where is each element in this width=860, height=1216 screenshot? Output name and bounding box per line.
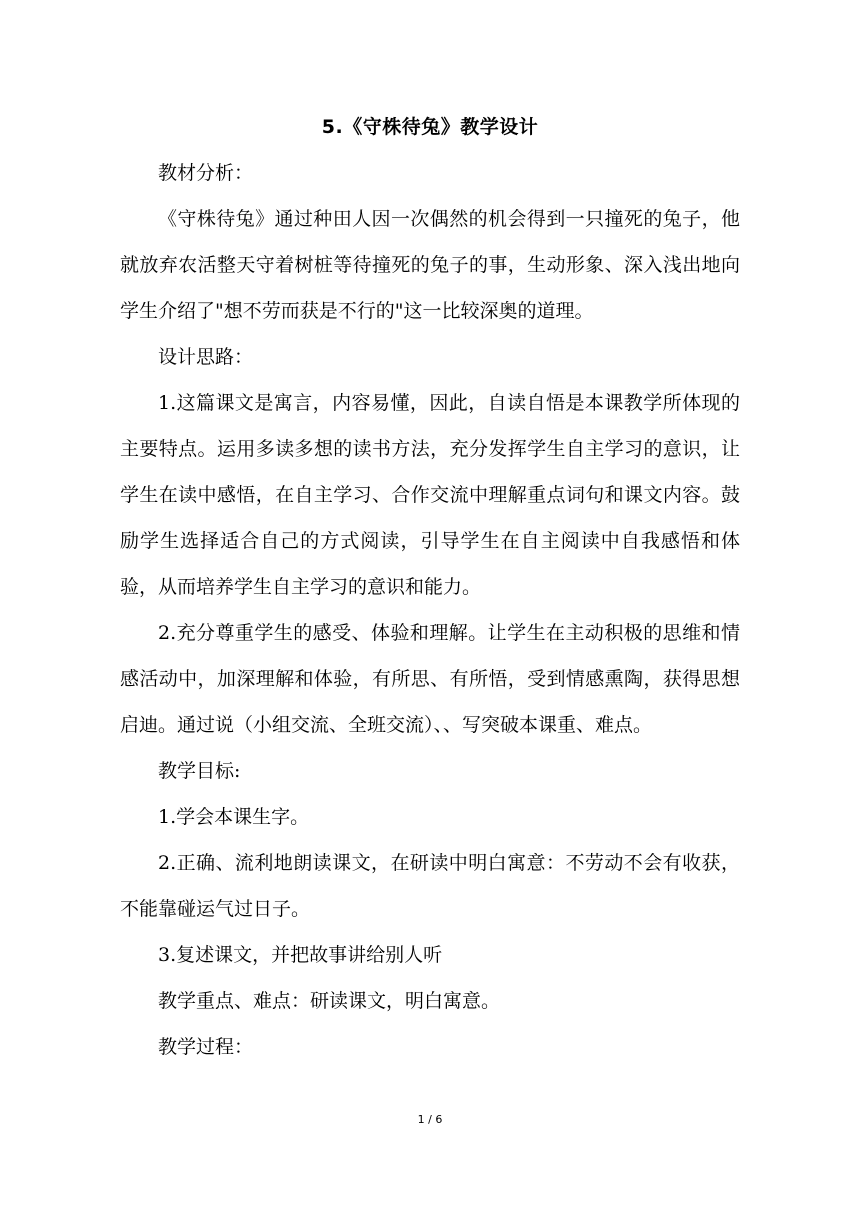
- section-heading-teaching-goals: 教学目标:: [158, 760, 241, 782]
- paragraph-design-idea-2: 2.充分尊重学生的感受、体验和理解。让学生在主动积极的思维和情感活动中，加深理解和体验，有所思、有所悟，受到情感熏陶，获得思想启迪。通过说（小组交流、全班交流）、、写突破本课重、难点。: [120, 622, 740, 736]
- teaching-goal-1: 1.学会本课生字。: [158, 806, 310, 828]
- section-heading-design-ideas: 设计思路：: [158, 346, 254, 368]
- section-heading-textbook-analysis: 教材分析：: [158, 162, 254, 184]
- document-body: [120, 150, 740, 1070]
- paragraph-design-idea-1: 1.这篇课文是寓言，内容易懂，因此，自读自悟是本课教学所体现的主要特点。运用多读多想的读书方法，充分发挥学生自主学习的意识，让学生在读中感悟，在自主学习、合作交流中理解重点词句和课文内容。鼓励学生选择适合自己的方式阅读，引导学生在自主阅读中自我感悟和体验，从而培养学生自主学习的意识和能力。: [120, 392, 740, 598]
- teaching-key-points: 教学重点、难点：研读课文，明白寓意。: [158, 990, 501, 1012]
- section-heading-teaching-process: 教学过程：: [158, 1036, 254, 1058]
- page-number: 1 / 6: [417, 1113, 443, 1126]
- teaching-goal-3: 3.复述课文，并把故事讲给别人听: [158, 944, 443, 966]
- document-title: 5.《守株待兔》教学设计: [321, 116, 539, 138]
- teaching-goal-2: 2.正确、流利地朗读课文，在研读中明白寓意：不劳动不会有收获，不能靠碰运气过日子。: [120, 852, 740, 920]
- paragraph-textbook-analysis: 《守株待兔》通过种田人因一次偶然的机会得到一只撞死的兔子，他就放弃农活整天守着树桩等待撞死的兔子的事，生动形象、深入浅出地向学生介绍了"想不劳而获是不行的"这一比较深奥的道理。: [120, 208, 740, 322]
